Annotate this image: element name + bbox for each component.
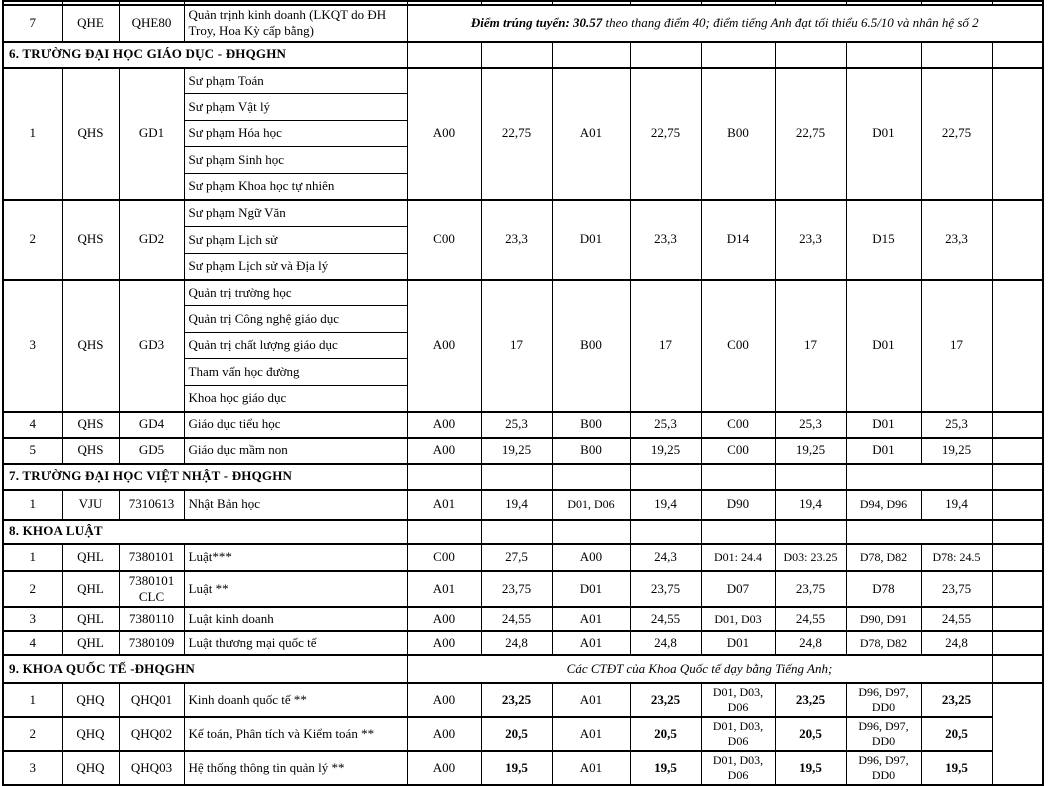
- section-header-7: [3, 464, 1043, 490]
- major-name-cell: Quản trị trường học: [184, 280, 407, 306]
- block-cell: A00: [407, 280, 481, 412]
- school-code-cell: QHS: [62, 412, 119, 438]
- block-cell: D01, D03, D06: [701, 751, 775, 785]
- block-cell: D96, D97, DD0: [846, 751, 921, 785]
- spacer-cell: [992, 631, 1043, 655]
- block-cell: B00: [552, 412, 630, 438]
- empty-cell: [552, 520, 630, 544]
- stt-cell: 1: [3, 490, 62, 520]
- block-cell: D78: [846, 571, 921, 608]
- table-row-vju: [3, 490, 1043, 520]
- score-cell: 23,25: [481, 683, 552, 717]
- program-code-cell: QHE80: [119, 5, 184, 42]
- score-cell: 24,3: [630, 544, 701, 571]
- stt-cell: 2: [3, 571, 62, 608]
- stt-cell: 1: [3, 683, 62, 717]
- score-cell: 22,75: [921, 68, 992, 200]
- major-name-cell: Sư phạm Lịch sử và Địa lý: [184, 254, 407, 280]
- program-name-cell: Luật***: [184, 544, 407, 571]
- spacer-cell: [992, 520, 1043, 544]
- score-cell: 19,4: [630, 490, 701, 520]
- block-cell: A01: [552, 607, 630, 631]
- score-cell: 24,55: [775, 607, 846, 631]
- block-cell: A01: [552, 751, 630, 785]
- admission-scores-table: [2, 0, 1044, 786]
- major-name-cell: Sư phạm Ngữ Văn: [184, 200, 407, 227]
- block-cell: A00: [407, 607, 481, 631]
- block-cell: C00: [701, 280, 775, 412]
- spacer-cell: [992, 607, 1043, 631]
- spacer-cell: [992, 412, 1043, 438]
- school-code-cell: QHQ: [62, 683, 119, 717]
- empty-cell: [407, 464, 481, 490]
- empty-cell: [775, 464, 846, 490]
- table-row-qhl-3: [3, 607, 1043, 631]
- stt-cell: 3: [3, 607, 62, 631]
- school-code-cell: QHQ: [62, 751, 119, 785]
- major-name-cell: Sư phạm Sinh học: [184, 147, 407, 174]
- program-name-cell: Luật **: [184, 571, 407, 608]
- spacer-cell: [992, 280, 1043, 412]
- program-name-cell: Nhật Bản học: [184, 490, 407, 520]
- score-cell: 22,75: [481, 68, 552, 200]
- program-code-cell: GD2: [119, 200, 184, 280]
- score-cell: 23,25: [775, 683, 846, 717]
- table-row-qhq-3: [3, 751, 1043, 785]
- school-code-cell: QHL: [62, 631, 119, 655]
- score-cell: 23,3: [775, 200, 846, 280]
- stt-cell: 7: [3, 5, 62, 42]
- block-cell: A01: [552, 631, 630, 655]
- block-cell: D01: [552, 200, 630, 280]
- empty-cell: [846, 520, 992, 544]
- score-cell: 25,3: [481, 412, 552, 438]
- stt-cell: 2: [3, 717, 62, 751]
- score-cell: 19,25: [630, 438, 701, 464]
- program-name-cell: Kinh doanh quốc tế **: [184, 683, 407, 717]
- block-cell: C00: [407, 544, 481, 571]
- section-title: 8. KHOA LUẬT: [3, 520, 407, 544]
- school-code-cell: QHL: [62, 607, 119, 631]
- section-title: 9. KHOA QUỐC TẾ -ĐHQGHN: [3, 655, 407, 683]
- block-cell: A01: [552, 717, 630, 751]
- score-cell: 22,75: [630, 68, 701, 200]
- program-code-cell: 7310613: [119, 490, 184, 520]
- score-cell: 24,8: [630, 631, 701, 655]
- block-cell: A01: [552, 68, 630, 200]
- score-cell: 19,25: [481, 438, 552, 464]
- score-cell: 25,3: [775, 412, 846, 438]
- score-cell: 23,3: [921, 200, 992, 280]
- table-row-qhl-4: [3, 631, 1043, 655]
- block-cell: D15: [846, 200, 921, 280]
- school-code-cell: QHS: [62, 68, 119, 200]
- block-cell: A00: [407, 438, 481, 464]
- block-cell: C00: [701, 412, 775, 438]
- block-cell: D01: [846, 412, 921, 438]
- block-cell: D78, D82: [846, 544, 921, 571]
- score-cell: 23,3: [630, 200, 701, 280]
- block-cell: C00: [701, 438, 775, 464]
- table-row-gd5: [3, 438, 1043, 464]
- score-cell: 23,75: [775, 571, 846, 608]
- block-cell: D01: [846, 438, 921, 464]
- major-name-cell: Tham vấn học đường: [184, 359, 407, 386]
- stt-cell: 1: [3, 68, 62, 200]
- table-row-qhq-2: [3, 717, 1043, 751]
- empty-cell: [846, 42, 921, 68]
- empty-cell: [701, 42, 775, 68]
- section-header-8: [3, 520, 1043, 544]
- block-cell: D01, D06: [552, 490, 630, 520]
- major-name-cell: Quản trị chất lượng giáo dục: [184, 333, 407, 359]
- score-cell: 24,55: [921, 607, 992, 631]
- block-cell: B00: [552, 438, 630, 464]
- spacer-cell: [992, 490, 1043, 520]
- empty-cell: [407, 520, 481, 544]
- school-code-cell: QHS: [62, 438, 119, 464]
- empty-cell: [481, 42, 552, 68]
- block-cell: C00: [407, 200, 481, 280]
- program-code-cell: GD5: [119, 438, 184, 464]
- program-name-cell: Giáo dục mầm non: [184, 438, 407, 464]
- admission-note-bold: Điểm trúng tuyển: 30.57: [470, 15, 603, 31]
- score-cell: 22,75: [775, 68, 846, 200]
- score-cell: 19,5: [775, 751, 846, 785]
- spacer-cell: [992, 655, 1043, 683]
- program-code-cell: GD4: [119, 412, 184, 438]
- spacer-cell: [992, 571, 1043, 608]
- empty-cell: [552, 464, 630, 490]
- score-cell: 23,75: [481, 571, 552, 608]
- stt-cell: 5: [3, 438, 62, 464]
- block-score-cell: D01: 24.4: [701, 544, 775, 571]
- major-name-cell: Sư phạm Hóa học: [184, 121, 407, 147]
- block-cell: D01: [701, 631, 775, 655]
- score-cell: 19,25: [921, 438, 992, 464]
- school-code-cell: QHS: [62, 280, 119, 412]
- block-cell: D07: [701, 571, 775, 608]
- score-cell: 19,5: [921, 751, 992, 785]
- program-code-cell: 7380101: [119, 544, 184, 571]
- empty-cell: [481, 520, 552, 544]
- spacer-cell: [992, 68, 1043, 200]
- score-cell: 20,5: [481, 717, 552, 751]
- score-cell: 19,4: [775, 490, 846, 520]
- block-cell: A00: [552, 544, 630, 571]
- score-cell: 24,55: [481, 607, 552, 631]
- program-name-cell: Quản trịnh kinh doanh (LKQT do ĐH Troy, Hoa Kỳ cấp bằng): [184, 5, 407, 42]
- block-cell: D90, D91: [846, 607, 921, 631]
- major-name-cell: Sư phạm Lịch sử: [184, 227, 407, 254]
- block-cell: A00: [407, 717, 481, 751]
- spacer-cell: [992, 544, 1043, 571]
- empty-cell: [701, 464, 775, 490]
- block-cell: D01, D03, D06: [701, 683, 775, 717]
- block-cell: A01: [407, 490, 481, 520]
- program-name-cell: Luật kinh doanh: [184, 607, 407, 631]
- score-cell: 23,75: [630, 571, 701, 608]
- block-cell: A00: [407, 751, 481, 785]
- school-code-cell: QHE: [62, 5, 119, 42]
- score-cell: 23,25: [630, 683, 701, 717]
- school-code-cell: QHL: [62, 571, 119, 608]
- block-cell: D14: [701, 200, 775, 280]
- score-cell: 17: [630, 280, 701, 412]
- school-code-cell: QHL: [62, 544, 119, 571]
- school-code-cell: QHS: [62, 200, 119, 280]
- block-cell: D01, D03: [701, 607, 775, 631]
- stt-cell: 4: [3, 412, 62, 438]
- empty-cell: [775, 42, 846, 68]
- empty-cell: [407, 42, 481, 68]
- score-cell: 17: [921, 280, 992, 412]
- score-cell: 24,8: [921, 631, 992, 655]
- major-name-cell: Sư phạm Vật lý: [184, 94, 407, 121]
- admission-note-rest: theo thang điểm 40; điểm tiếng Anh đạt tối thiểu 6.5/10 và nhân hệ số 2: [602, 15, 979, 31]
- major-name-cell: Sư phạm Khoa học tự nhiên: [184, 174, 407, 200]
- stt-cell: 2: [3, 200, 62, 280]
- score-cell: 19,4: [921, 490, 992, 520]
- program-code-cell: GD1: [119, 68, 184, 200]
- program-code-cell: 7380109: [119, 631, 184, 655]
- block-score-cell: D03: 23.25: [775, 544, 846, 571]
- program-code-cell: GD3: [119, 280, 184, 412]
- stt-cell: 4: [3, 631, 62, 655]
- major-name-cell: Khoa học giáo dục: [184, 386, 407, 412]
- empty-cell: [552, 42, 630, 68]
- block-score-cell: D78: 24.5: [921, 544, 992, 571]
- score-cell: 20,5: [630, 717, 701, 751]
- spacer-cell: [992, 464, 1043, 490]
- block-cell: A00: [407, 683, 481, 717]
- score-cell: 19,5: [481, 751, 552, 785]
- block-cell: B00: [701, 68, 775, 200]
- section-note-cell: Các CTĐT của Khoa Quốc tế dạy bằng Tiếng Anh;: [407, 655, 992, 683]
- block-cell: D01: [846, 280, 921, 412]
- table-row-gd3: [3, 280, 1043, 306]
- program-name-cell: Kế toán, Phân tích và Kiểm toán **: [184, 717, 407, 751]
- school-code-cell: QHQ: [62, 717, 119, 751]
- empty-cell: [775, 520, 846, 544]
- block-cell: A00: [407, 412, 481, 438]
- score-cell: 27,5: [481, 544, 552, 571]
- score-cell: 17: [775, 280, 846, 412]
- school-code-cell: VJU: [62, 490, 119, 520]
- stt-cell: 1: [3, 544, 62, 571]
- score-cell: 19,4: [481, 490, 552, 520]
- program-code-cell: 7380101 CLC: [119, 571, 184, 608]
- empty-cell: [921, 42, 992, 68]
- block-cell: D01, D03, D06: [701, 717, 775, 751]
- section-title: 7. TRƯỜNG ĐẠI HỌC VIỆT NHẬT - ĐHQGHN: [3, 464, 407, 490]
- block-cell: D94, D96: [846, 490, 921, 520]
- program-code-cell: QHQ02: [119, 717, 184, 751]
- block-cell: D01: [552, 571, 630, 608]
- program-code-cell: 7380110: [119, 607, 184, 631]
- score-cell: 24,55: [630, 607, 701, 631]
- table-row-gd4: [3, 412, 1043, 438]
- table-row-qhl-1: [3, 544, 1043, 571]
- program-name-cell: Luật thương mại quốc tế: [184, 631, 407, 655]
- program-code-cell: QHQ03: [119, 751, 184, 785]
- block-cell: D90: [701, 490, 775, 520]
- score-cell: 19,5: [630, 751, 701, 785]
- stt-cell: 3: [3, 280, 62, 412]
- empty-cell: [481, 464, 552, 490]
- score-cell: 24,8: [481, 631, 552, 655]
- table-row-qhe80: [3, 5, 1043, 42]
- block-cell: D78, D82: [846, 631, 921, 655]
- score-cell: 17: [481, 280, 552, 412]
- score-cell: 23,75: [921, 571, 992, 608]
- score-cell: 23,25: [921, 683, 992, 717]
- section-header-9: [3, 655, 1043, 683]
- block-cell: A00: [407, 68, 481, 200]
- spacer-cell: [992, 438, 1043, 464]
- spacer-cell: [992, 200, 1043, 280]
- major-name-cell: Quản trị Công nghệ giáo dục: [184, 306, 407, 333]
- major-name-cell: Sư phạm Toán: [184, 68, 407, 94]
- admission-note-cell: [407, 5, 1043, 42]
- empty-cell: [630, 42, 701, 68]
- empty-cell: [630, 520, 701, 544]
- empty-cell: [701, 520, 775, 544]
- program-name-cell: Hệ thống thông tin quản lý **: [184, 751, 407, 785]
- table-row-qhl-2: [3, 571, 1043, 608]
- stt-cell: 3: [3, 751, 62, 785]
- score-cell: 25,3: [630, 412, 701, 438]
- block-cell: D96, D97, DD0: [846, 717, 921, 751]
- table-row-gd1: [3, 68, 1043, 94]
- block-cell: A00: [407, 631, 481, 655]
- section-title: 6. TRƯỜNG ĐẠI HỌC GIÁO DỤC - ĐHQGHN: [3, 42, 407, 68]
- spacer-cell: [992, 42, 1043, 68]
- score-cell: 20,5: [775, 717, 846, 751]
- empty-cell: [630, 464, 701, 490]
- block-cell: A01: [407, 571, 481, 608]
- table-row-qhq-1: [3, 683, 1043, 717]
- score-cell: 24,8: [775, 631, 846, 655]
- score-cell: 23,3: [481, 200, 552, 280]
- block-cell: B00: [552, 280, 630, 412]
- program-code-cell: QHQ01: [119, 683, 184, 717]
- block-cell: A01: [552, 683, 630, 717]
- program-name-cell: Giáo dục tiểu học: [184, 412, 407, 438]
- section-header-6: [3, 42, 1043, 68]
- block-cell: D96, D97, DD0: [846, 683, 921, 717]
- table-row-gd2: [3, 200, 1043, 227]
- block-cell: D01: [846, 68, 921, 200]
- score-cell: 19,25: [775, 438, 846, 464]
- score-cell: 20,5: [921, 717, 992, 751]
- spacer-cell: [992, 683, 1043, 785]
- empty-cell: [846, 464, 992, 490]
- score-cell: 25,3: [921, 412, 992, 438]
